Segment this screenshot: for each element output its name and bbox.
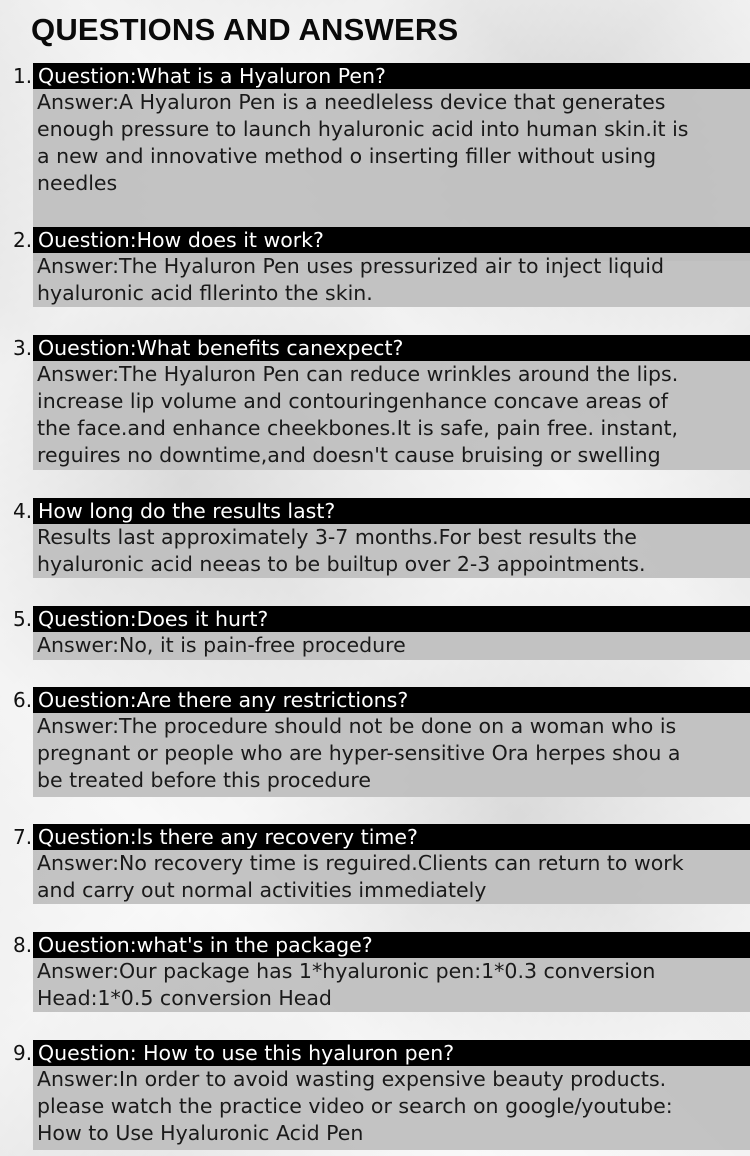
- item-number: 1.: [13, 64, 33, 88]
- question-text: Ouestion:How does it work?: [33, 227, 750, 253]
- answer-line: a new and innovative method o inserting filler without using: [37, 144, 657, 168]
- answer-line: hyaluronic acid neeas to be builtup over 2-3 appointments.: [37, 552, 646, 576]
- answer-line: Head:1*0.5 conversion Head: [37, 986, 332, 1010]
- question-text: Question: How to use this hyaluron pen?: [33, 1040, 750, 1066]
- answer-box: [33, 1066, 750, 1150]
- answer-line: Answer:Our package has 1*hyaluronic pen:1*0.3 conversion: [37, 959, 656, 983]
- answer-line: be treated before this procedure: [37, 768, 371, 792]
- answer-line: Answer:No, it is pain-free procedure: [37, 633, 406, 657]
- answer-line: the face.and enhance cheekbones.It is safe, pain free. instant,: [37, 416, 679, 440]
- answer-line: increase lip volume and contouringenhance concave areas of: [37, 389, 669, 413]
- answer-box: [33, 524, 750, 578]
- answer-line: Answer:The procedure should not be done on a woman who is: [37, 714, 677, 738]
- item-number: 6.: [13, 688, 33, 712]
- answer-line: please watch the practice video or search on google/youtube:: [37, 1094, 673, 1118]
- answer-line: Answer:A Hyaluron Pen is a needleless device that generates: [37, 90, 666, 114]
- answer-box: [33, 253, 750, 307]
- answer-line: Answer:In order to avoid wasting expensive beauty products.: [37, 1067, 667, 1091]
- question-text: How long do the results last?: [33, 498, 750, 524]
- question-text: Ouestion:Are there any restrictions?: [33, 687, 750, 713]
- answer-box: [33, 361, 750, 470]
- item-number: 5.: [13, 607, 33, 631]
- answer-box: [33, 632, 750, 660]
- answer-box: [33, 713, 750, 797]
- question-text: Question:ls there any recovery time?: [33, 824, 750, 850]
- question-text: Question:Does it hurt?: [33, 606, 750, 632]
- answer-box: [33, 850, 750, 904]
- answer-line: Results last approximately 3-7 months.For best results the: [37, 525, 637, 549]
- question-text: Ouestion:What benefits canexpect?: [33, 335, 750, 361]
- answer-line: enough pressure to launch hyaluronic acid into human skin.it is: [37, 117, 689, 141]
- item-number: 3.: [13, 336, 33, 360]
- answer-line: reguires no downtime,and doesn't cause bruising or swelling: [37, 443, 661, 467]
- answer-line: hyaluronic acid fllerinto the skin.: [37, 281, 373, 305]
- answer-line: and carry out normal activities immediately: [37, 878, 487, 902]
- page-title: QUESTIONS AND ANSWERS: [31, 12, 459, 47]
- answer-line: How to Use Hyaluronic Acid Pen: [37, 1121, 364, 1145]
- answer-line: needles: [37, 171, 118, 195]
- item-number: 9.: [13, 1041, 33, 1065]
- answer-line: Answer:The Hyaluron Pen uses pressurized air to inject liquid: [37, 254, 664, 278]
- answer-line: pregnant or people who are hyper-sensitive Ora herpes shou a: [37, 741, 681, 765]
- item-number: 2.: [13, 228, 33, 252]
- item-number: 4.: [13, 499, 33, 523]
- item-number: 8.: [13, 933, 33, 957]
- question-text: Ouestion:what's in the package?: [33, 932, 750, 958]
- answer-line: Answer:The Hyaluron Pen can reduce wrinkles around the lips.: [37, 362, 679, 386]
- question-text: Question:What is a Hyaluron Pen?: [33, 63, 750, 89]
- item-number: 7.: [13, 825, 33, 849]
- answer-box: [33, 958, 750, 1012]
- answer-line: Answer:No recovery time is reguired.Clients can return to work: [37, 851, 684, 875]
